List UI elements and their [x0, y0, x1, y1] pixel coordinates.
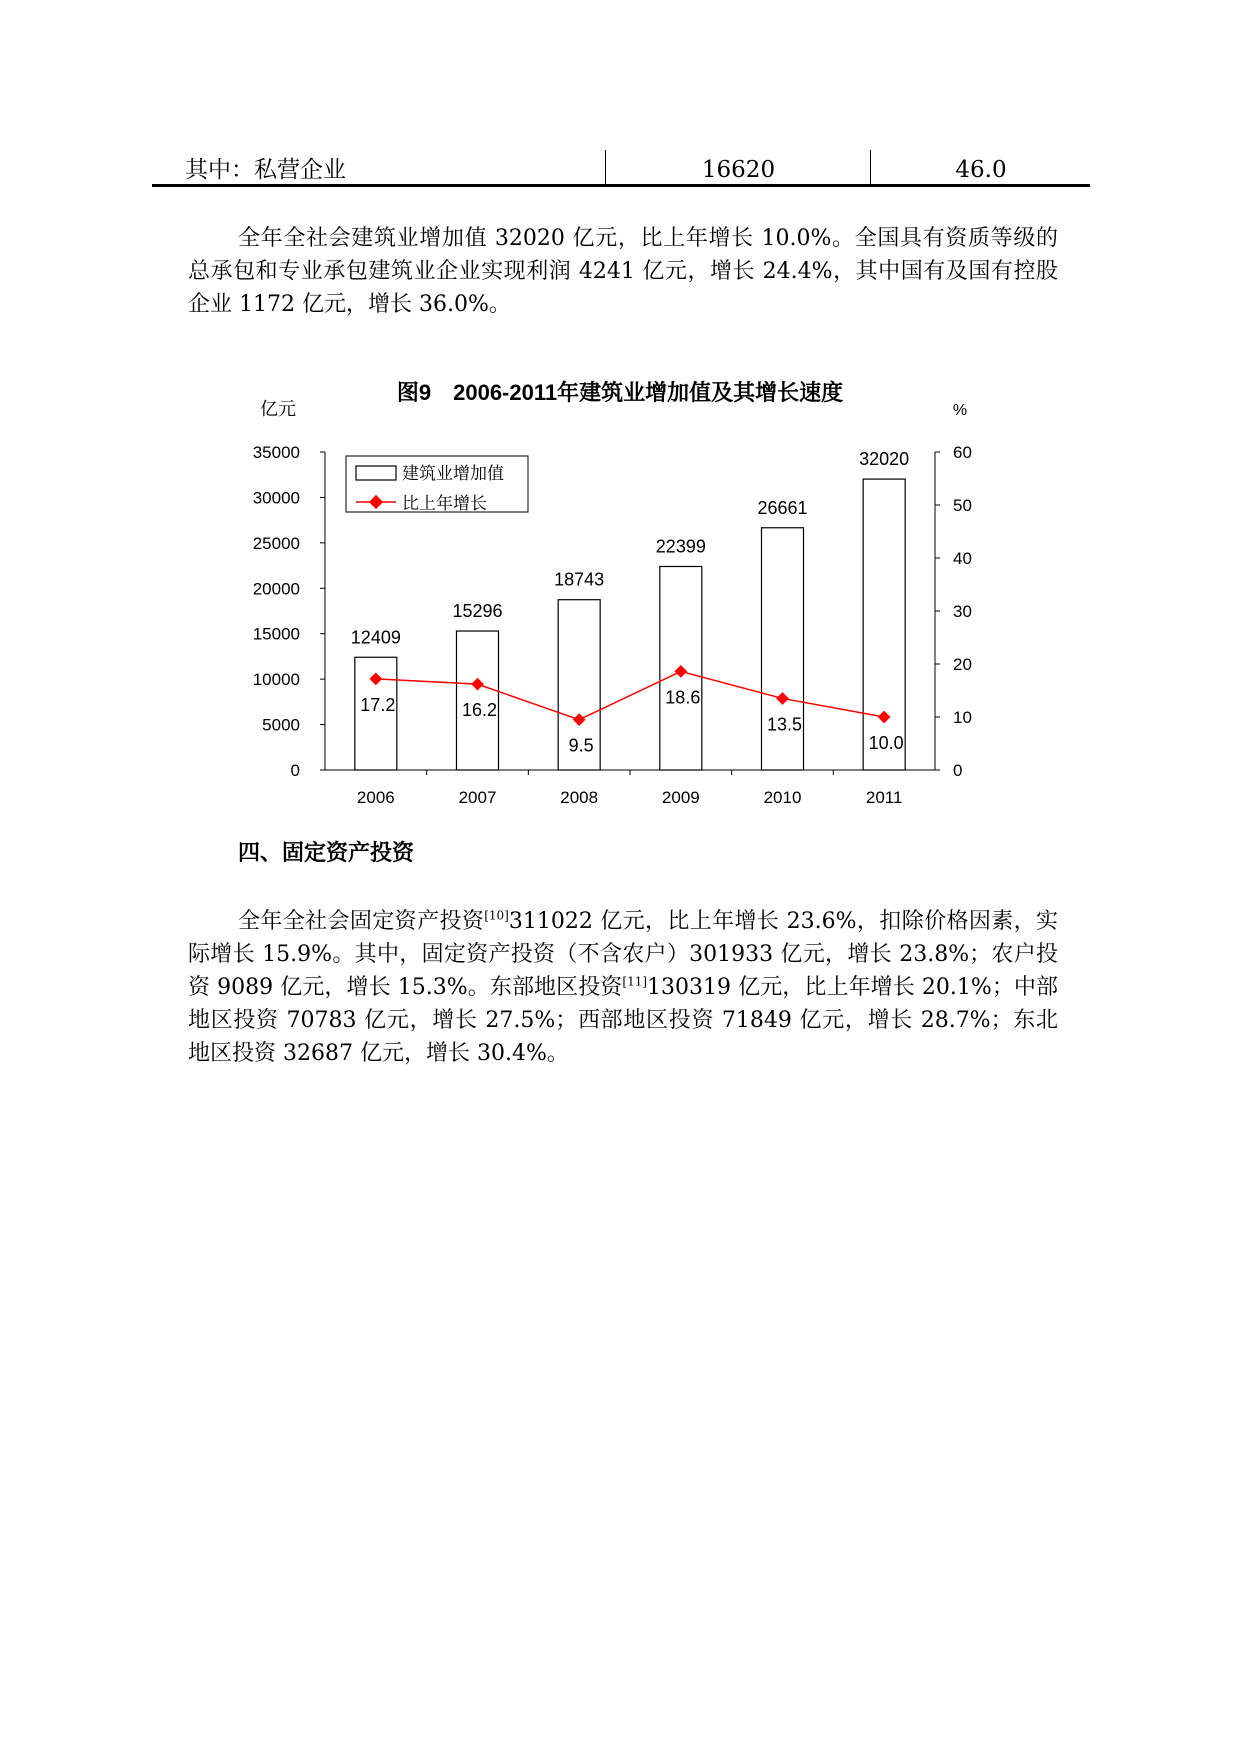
x-tick-label: 2007: [458, 788, 497, 807]
left-tick-label: 20000: [252, 579, 300, 599]
left-tick-label: 15000: [252, 624, 300, 644]
bar-value-label: 32020: [859, 449, 910, 470]
row-value: 16620: [605, 150, 871, 184]
right-tick-label: 30: [953, 602, 972, 621]
left-axis-unit: 亿元: [260, 399, 296, 419]
x-tick-label: 2009: [661, 788, 700, 807]
right-tick-label: 60: [953, 443, 972, 462]
growth-value-label: 18.6: [665, 687, 701, 708]
right-tick-label: 10: [953, 708, 972, 727]
section-heading: 四、固定资产投资: [238, 841, 415, 866]
bar-value-label: 22399: [655, 536, 706, 557]
investment-text-3: 130319 亿元，比上年增长 20.1%；中部地区投资 70783 亿元，增长 27.5%；西部地区投资 71849 亿元，增长 28.7%；东北地区投资 32687 亿元，增长 30.4%。: [188, 975, 1058, 1066]
investment-text-2: 311022 亿元，比上年增长 23.6%，扣除价格因素，实际增长 15.9%。其中，固定资产投资（不含农户）301933 亿元，增长 23.8%；农户投资 9089 亿元，增长 15.3%。东部地区投资: [188, 909, 1058, 1000]
construction-paragraph: 全年全社会建筑业增加值 32020 亿元，比上年增长 10.0%。全国具有资质等级的总承包和专业承包建筑业企业实现利润 4241 亿元，增长 24.4%，其中国有及国有控股企业 1172 亿元，增长 36.0%。: [188, 226, 1058, 317]
bar-value-label: 26661: [757, 497, 808, 518]
row-label: 其中：私营企业: [185, 157, 346, 183]
investment-paragraph: [188, 905, 1058, 1070]
right-tick-label: 20: [953, 655, 972, 674]
legend-bar-label: 建筑业增加值: [402, 464, 504, 483]
x-tick-label: 2010: [763, 788, 802, 807]
footnote-ref-10[interactable]: [10]: [484, 908, 509, 923]
growth-value-label: 10.0: [868, 733, 904, 753]
footnote-ref-11[interactable]: [11]: [622, 974, 648, 989]
legend-line-label: 比上年增长: [402, 494, 487, 513]
left-tick-label: 35000: [252, 443, 300, 462]
growth-value-label: 17.2: [360, 694, 396, 715]
row-growth: 46.0: [870, 150, 1091, 184]
x-tick-label: 2008: [560, 788, 599, 807]
right-tick-label: 50: [953, 496, 972, 515]
x-tick-label: 2011: [865, 788, 903, 807]
growth-value-label: 16.2: [461, 700, 498, 721]
chart-title: 图9 2006-2011年建筑业增加值及其增长速度: [396, 380, 844, 405]
x-tick-label: 2006: [356, 788, 395, 807]
left-tick-label: 10000: [252, 670, 300, 690]
chart-legend: [346, 456, 528, 513]
left-tick-label: 25000: [252, 533, 300, 553]
growth-value-label: 13.5: [766, 714, 803, 735]
table-row-private-enterprises: [152, 150, 1090, 187]
right-tick-label: 40: [953, 549, 972, 568]
investment-text-1: 全年全社会固定资产投资: [238, 909, 485, 934]
left-tick-label: 30000: [252, 488, 300, 508]
growth-value-label: 9.5: [568, 735, 594, 756]
bar-value-label: 15296: [452, 601, 503, 622]
left-tick-label: 5000: [262, 715, 300, 735]
growth-line: [376, 671, 884, 719]
left-tick-label: 0: [290, 761, 300, 780]
bar-value-label: 18743: [554, 569, 605, 590]
bar: [863, 479, 905, 770]
bar-value-label: 12409: [350, 627, 401, 648]
legend-bar-swatch: [356, 466, 396, 480]
right-axis-unit: %: [952, 402, 968, 419]
construction-chart: [0, 370, 1241, 820]
right-tick-label: 0: [953, 761, 963, 780]
